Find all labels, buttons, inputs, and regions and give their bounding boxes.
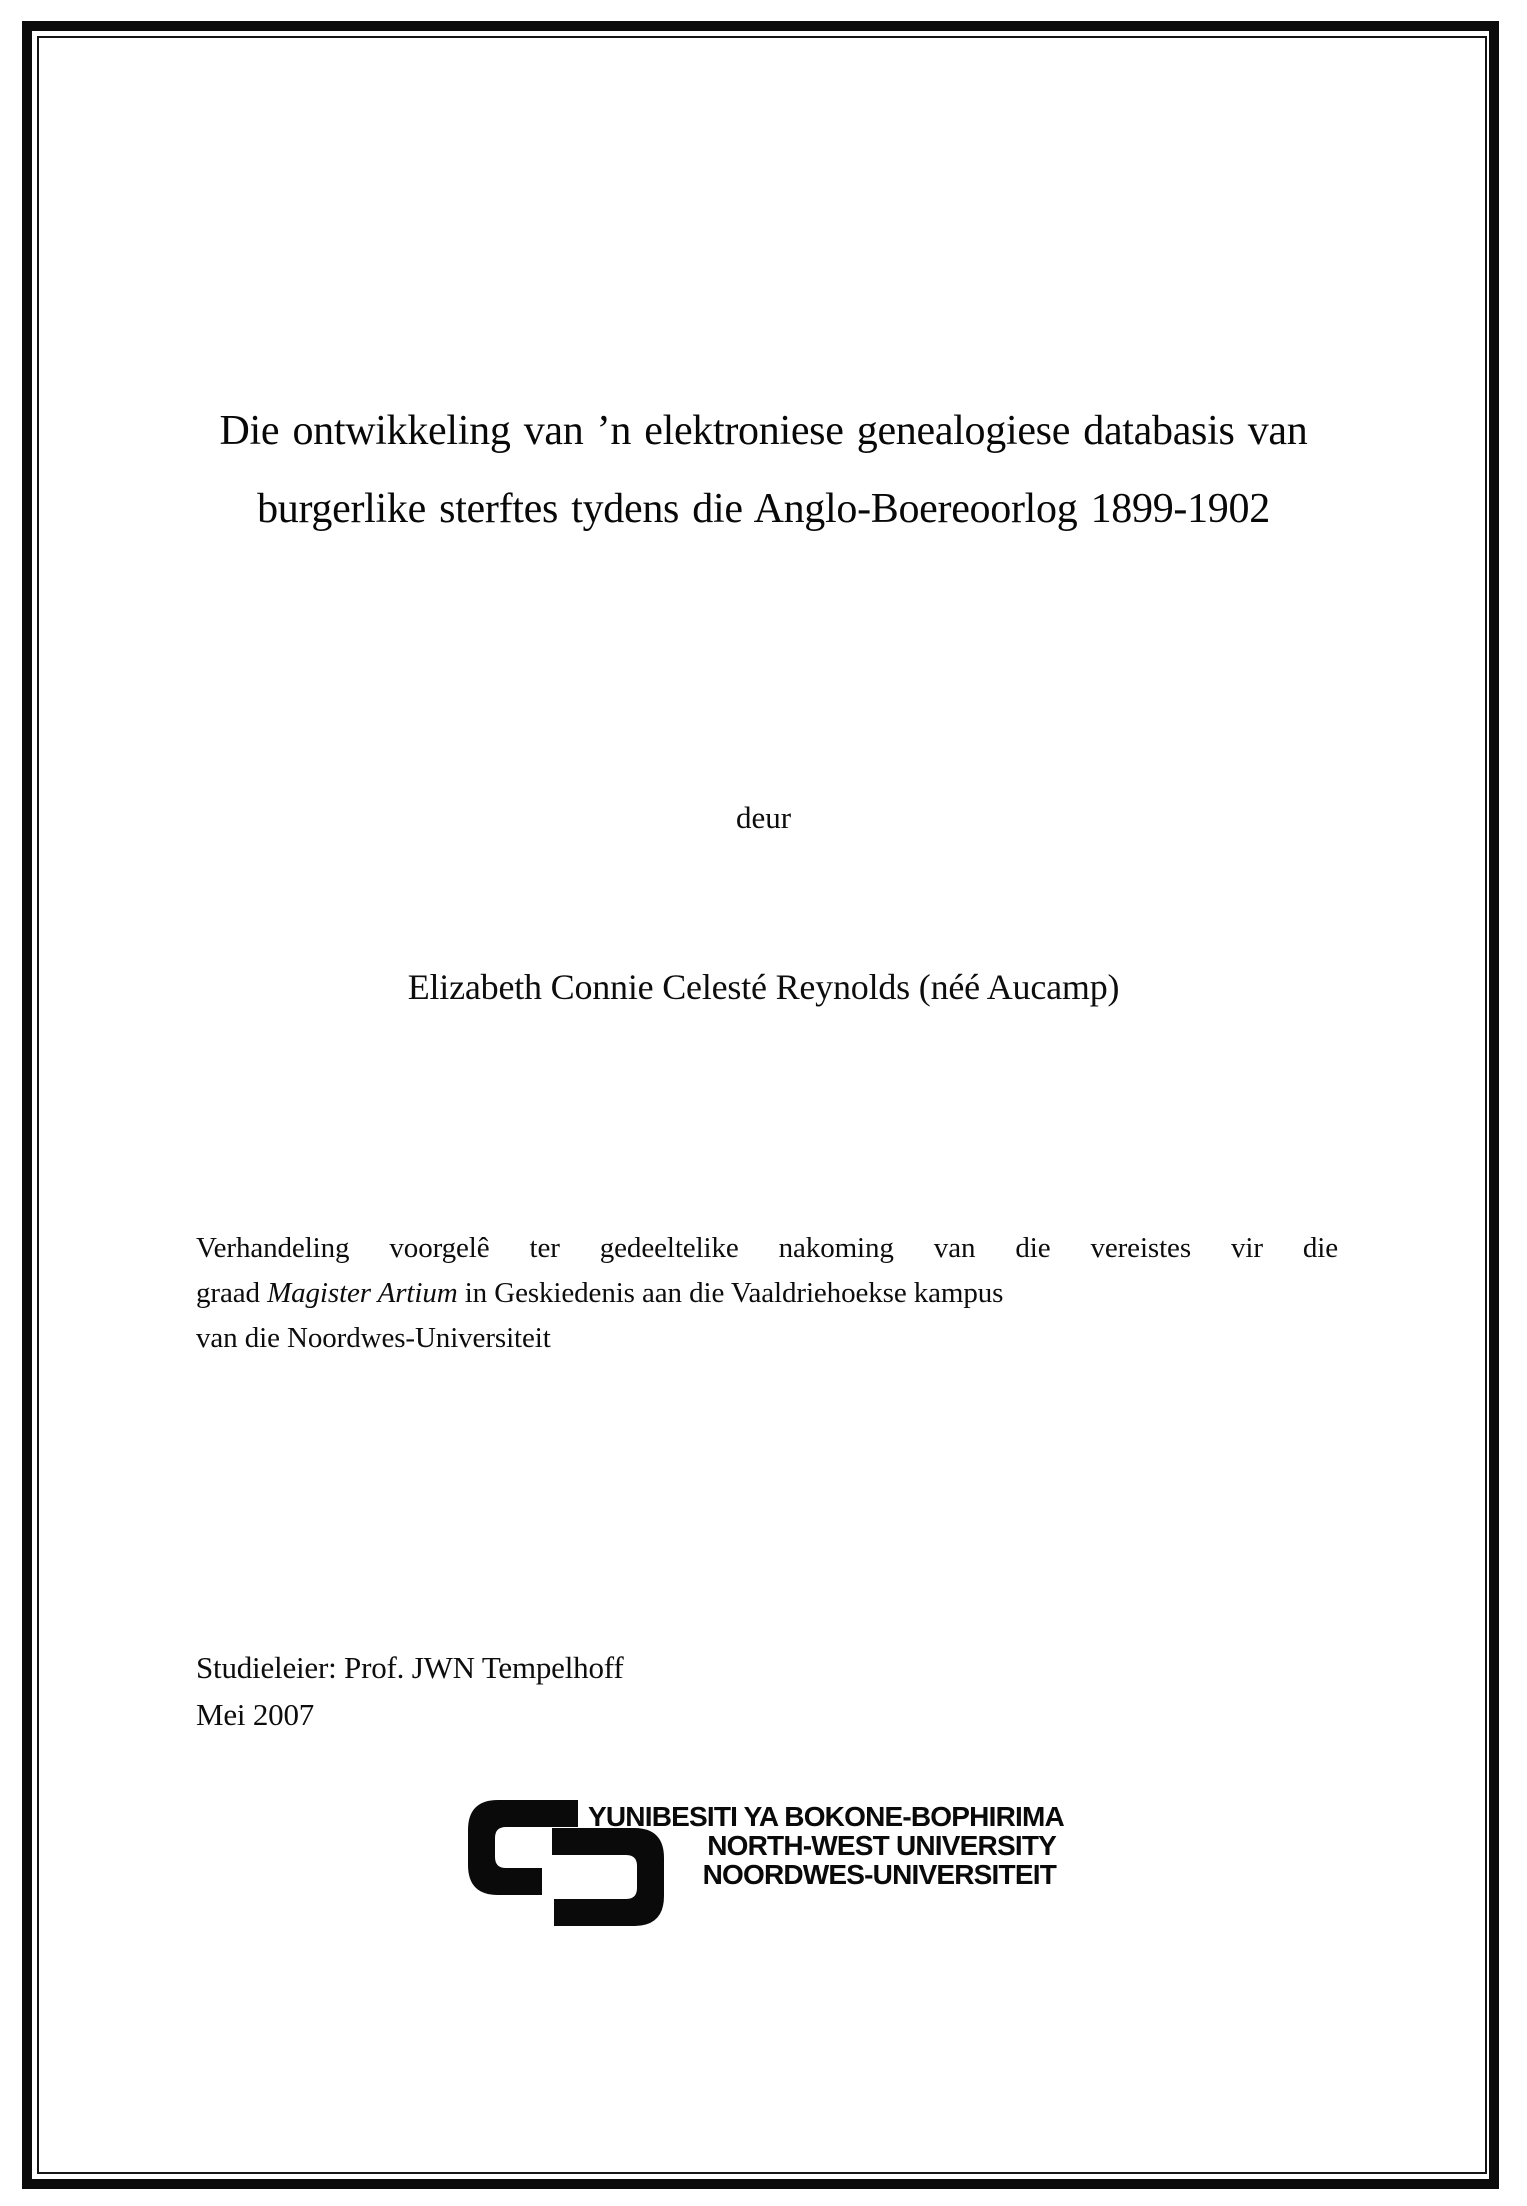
logo-text-english: NORTH-WEST UNIVERSITY [707, 1830, 1056, 1861]
byline-deur: deur [735, 800, 792, 835]
degree-statement-line3: van die Noordwes-Universiteit [196, 1322, 551, 1354]
degree-statement-line2 [196, 1271, 1338, 1316]
degree-statement-line2-post: in Geskiedenis aan die Vaaldriehoekse kampus [457, 1277, 1004, 1309]
degree-name-italic: Magister Artium [267, 1277, 458, 1309]
logo-text-setswana: YUNIBESITI YA BOKONE-BOPHIRIMA [588, 1801, 1064, 1832]
university-logo [468, 1798, 1068, 1938]
thesis-title [60, 392, 1467, 548]
degree-statement-line2-pre: graad [196, 1277, 268, 1309]
supervisor-block [196, 1644, 1096, 1738]
university-logo-text [588, 1801, 1064, 1890]
degree-statement-line1: Verhandeling voorgelê ter gedeeltelike nakoming van die vereistes vir die [196, 1232, 1338, 1264]
supervisor-line: Studieleier: Prof. JWN Tempelhoff [196, 1650, 624, 1685]
thesis-title-line2: burgerlike sterftes tydens die Anglo-Boereoorlog 1899-1902 [257, 486, 1270, 532]
degree-statement [196, 1226, 1338, 1361]
thesis-title-line1: Die ontwikkeling van ’n elektroniese genealogiese databasis van [219, 408, 1308, 454]
author-name: Elizabeth Connie Celesté Reynolds (néé Aucamp) [407, 967, 1120, 1007]
logo-text-afrikaans: NOORDWES-UNIVERSITEIT [702, 1859, 1056, 1890]
date-line: Mei 2007 [196, 1697, 315, 1732]
